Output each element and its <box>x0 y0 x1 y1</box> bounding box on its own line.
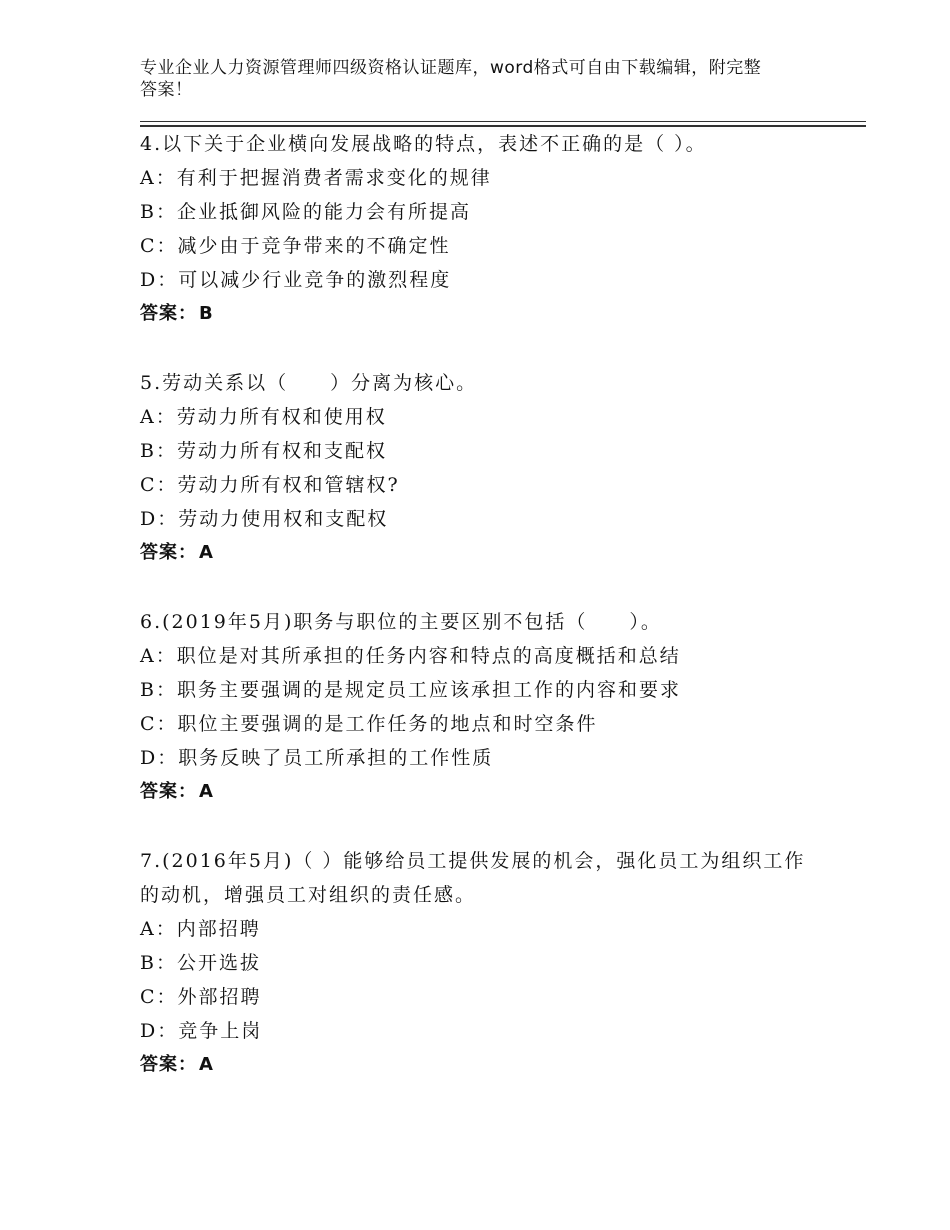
question-stem: 5.劳动关系以（ ）分离为核心。 <box>140 372 478 394</box>
option-c: C：劳动力所有权和管辖权? <box>140 474 400 496</box>
option-d: D：职务反映了员工所承担的工作性质 <box>140 747 494 769</box>
option-a: A：内部招聘 <box>140 918 261 940</box>
option-c: C：减少由于竞争带来的不确定性 <box>140 235 451 257</box>
option-b: B：职务主要强调的是规定员工应该承担工作的内容和要求 <box>140 679 681 701</box>
option-b: B：企业抵御风险的能力会有所提高 <box>140 201 471 223</box>
header-line-2: 答案！ <box>140 80 193 100</box>
question-stem: 6.(2019年5月)职务与职位的主要区别不包括（ ）。 <box>140 611 662 633</box>
option-a: A：有利于把握消费者需求变化的规律 <box>140 167 492 189</box>
option-d: D：可以减少行业竞争的激烈程度 <box>140 269 452 291</box>
question-6 <box>140 605 820 809</box>
answer-value: A <box>199 542 214 563</box>
answer-label: 答案： <box>140 781 197 802</box>
answer-label: 答案： <box>140 1054 197 1075</box>
header-line-1: 专业企业人力资源管理师四级资格认证题库，word格式可自由下载编辑，附完整 <box>140 58 762 78</box>
option-c: C：外部招聘 <box>140 986 262 1008</box>
question-5 <box>140 366 820 570</box>
answer-line <box>140 297 820 331</box>
answer-line <box>140 1048 820 1082</box>
document-header <box>140 57 840 101</box>
answer-label: 答案： <box>140 303 197 324</box>
header-divider-thin <box>140 121 866 122</box>
option-d: D：劳动力使用权和支配权 <box>140 508 389 530</box>
answer-line <box>140 775 820 809</box>
question-4 <box>140 127 820 331</box>
answer-label: 答案： <box>140 542 197 563</box>
question-stem: 4.以下关于企业横向发展战略的特点，表述不正确的是（ ）。 <box>140 133 707 155</box>
option-a: A：职位是对其所承担的任务内容和特点的高度概括和总结 <box>140 645 681 667</box>
answer-value: B <box>199 303 214 324</box>
answer-line <box>140 536 820 570</box>
question-7 <box>140 844 820 1082</box>
answer-value: A <box>199 781 214 802</box>
option-d: D：竞争上岗 <box>140 1020 263 1042</box>
question-stem: 7.(2016年5月)（ ）能够给员工提供发展的机会，强化员工为组织工作的动机，增强员工对组织的责任感。 <box>140 850 806 906</box>
option-b: B：劳动力所有权和支配权 <box>140 440 387 462</box>
option-b: B：公开选拔 <box>140 952 261 974</box>
answer-value: A <box>199 1054 214 1075</box>
option-a: A：劳动力所有权和使用权 <box>140 406 387 428</box>
option-c: C：职位主要强调的是工作任务的地点和时空条件 <box>140 713 598 735</box>
